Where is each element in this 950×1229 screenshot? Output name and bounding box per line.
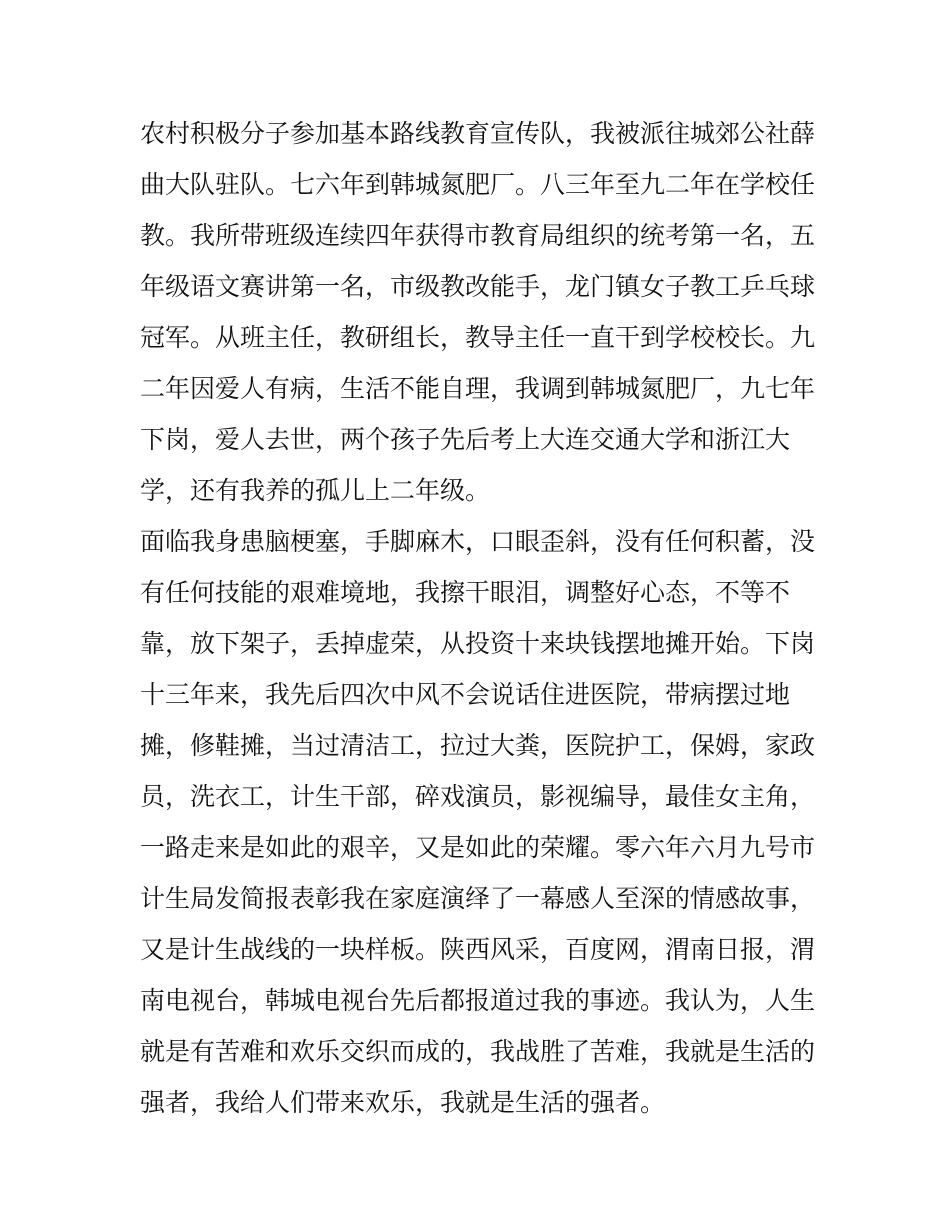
- text-line: 教。我所带班级连续四年获得市教育局组织的统考第一名，五: [140, 221, 816, 250]
- text-line: 就是有苦难和欢乐交织而成的，我战胜了苦难，我就是生活的: [140, 1037, 816, 1066]
- text-line: 靠，放下架子，丢掉虚荣，从投资十来块钱摆地摊开始。下岗: [140, 629, 816, 658]
- text-line: 一路走来是如此的艰辛，又是如此的荣耀。零六年六月九号市: [140, 833, 816, 862]
- text-line: 十三年来，我先后四次中风不会说话住进医院，带病摆过地: [140, 680, 791, 709]
- text-line: 又是计生战线的一块样板。陕西风采，百度网，渭南日报，渭: [140, 935, 816, 964]
- text-line: 二年因爱人有病，生活不能自理，我调到韩城氮肥厂，九七年: [140, 374, 816, 403]
- text-line: 计生局发简报表彰我在家庭演绎了一幕感人至深的情感故事，: [140, 884, 816, 913]
- text-line: 农村积极分子参加基本路线教育宣传队，我被派往城郊公社薛: [140, 119, 816, 148]
- paragraph: [140, 108, 820, 516]
- text-line: 面临我身患脑梗塞，手脚麻木，口眼歪斜，没有任何积蓄，没: [140, 527, 816, 556]
- text-line: 强者，我给人们带来欢乐，我就是生活的强者。: [140, 1088, 666, 1117]
- text-line: 年级语文赛讲第一名，市级教改能手，龙门镇女子教工乒乓球: [140, 272, 816, 301]
- text-line: 摊，修鞋摊，当过清洁工，拉过大粪，医院护工，保姆，家政: [140, 731, 816, 760]
- text-line: 员，洗衣工，计生干部，碎戏演员，影视编导，最佳女主角，: [140, 782, 816, 811]
- text-line: 有任何技能的艰难境地，我擦干眼泪，调整好心态，不等不: [140, 578, 791, 607]
- text-line: 下岗，爱人去世，两个孩子先后考上大连交通大学和浙江大: [140, 425, 791, 454]
- text-line: 南电视台，韩城电视台先后都报道过我的事迹。我认为，人生: [140, 986, 816, 1015]
- document-body: [140, 108, 820, 1128]
- paragraph: [140, 516, 820, 1128]
- text-line: 曲大队驻队。七六年到韩城氮肥厂。八三年至九二年在学校任: [140, 170, 816, 199]
- text-line: 冠军。从班主任，教研组长，教导主任一直干到学校校长。九: [140, 323, 816, 352]
- text-line: 学，还有我养的孤儿上二年级。: [140, 476, 491, 505]
